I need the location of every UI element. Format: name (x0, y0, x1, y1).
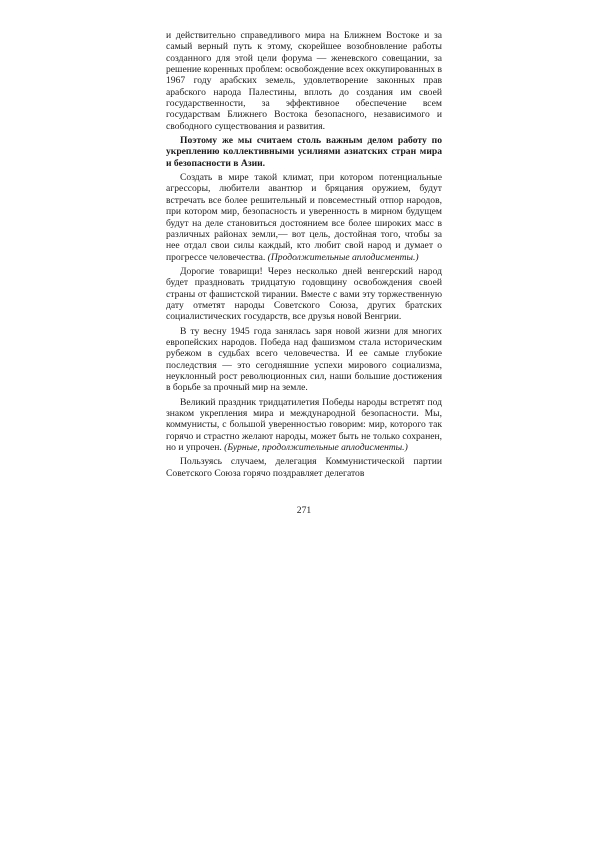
paragraph-4-text: Дорогие товарищи! Через несколько дней венгерский народ будет праздновать тридцатую годовщину освобождения своей страны от фашистской тирании. Вместе с вами эту торжественную дату отметят народы Советского Союза, других братских социалистических государств, все друзья новой Венгрии. (166, 265, 442, 323)
paragraph-3-applause: (Продолжительные аплодисменты.) (267, 251, 419, 263)
paragraph-3 (166, 172, 442, 263)
paragraph-7-text: Пользуясь случаем, делегация Коммунистической партии Советского Союза горячо поздравляет делегатов (166, 456, 442, 479)
paragraph-1-text: и действительно справедливого мира на Ближнем Востоке и за самый верный путь к этому, скорейшее возобновление работы созданного для этой цели форума — женевского совещании, за решение коренных проблем: освобождение всех оккупированных в 1967 году арабских земель, удовлетворение законных прав арабского народа Палестины, вплоть до создания им своей государственности, за эффективное обеспечение всем государствам Ближнего Востока безопасного, независимого и свободного существования и развития. (166, 30, 442, 132)
paragraph-3-text: Создать в мире такой климат, при котором потенциальные агрессоры, любители авантюр и бряцания оружием, будут встречать все более решительный и повсеместный отпор народов, при котором мир, безопасность и уверенность в мирном будущем будут на деле становиться достоянием все более широких масс в различных районах земли,— вот цель, достойная того, чтобы за нее отдал свои силы каждый, кто любит свой народ и думает о прогрессе человечества. (166, 172, 442, 263)
document-page (166, 30, 442, 482)
paragraph-6 (166, 397, 442, 454)
paragraph-5-text: В ту весну 1945 года занялась заря новой жизни для многих европейских народов. Победа над фашизмом стала историческим рубежом в судьбах всего человечества. И ее самые глубокие последствия — это сегодняшние успехи мирового социализма, неуклонный рост революционных сил, наши большие достижения в борьбе за прочный мир на земле. (166, 325, 442, 394)
paragraph-6-applause: (Бурные, продолжительные аплодисменты.) (224, 442, 408, 454)
paragraph-5 (166, 326, 442, 394)
paragraph-2 (166, 135, 442, 169)
paragraph-2-text: Поэтому же мы считаем столь важным делом работу по укреплению коллективными усилиями азиатских стран мира и безопасности в Азии. (166, 135, 442, 169)
paragraph-4 (166, 266, 442, 323)
paragraph-6-text: Великий праздник тридцатилетия Победы народы встретят под знаком укрепления мира и международной безопасности. Мы, коммунисты, с большой уверенностью говорим: мир, которого так горячо и страстно желают народы, может быть не только сохранен, но и упрочен. (166, 396, 442, 454)
page-number: 271 (296, 505, 312, 516)
paragraph-1 (166, 30, 442, 132)
paragraph-7 (166, 456, 442, 479)
